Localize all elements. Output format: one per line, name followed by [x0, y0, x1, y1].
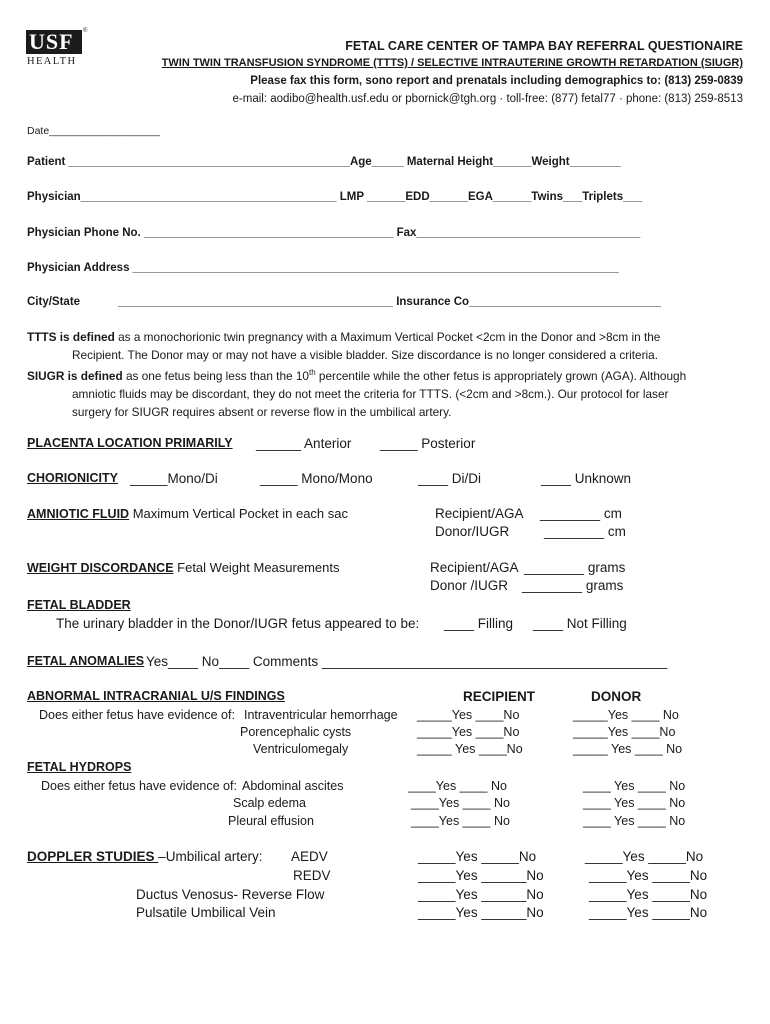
siugr-text-3: surgery for SIUGR requires absent or reverse flow in the umbilical artery. [72, 404, 452, 419]
chorionicity-label: CHORIONICITY [27, 471, 118, 485]
doppler-item: Ductus Venosus- Reverse Flow [136, 887, 325, 902]
doppler-item: REDV [293, 868, 331, 883]
fetal-anomalies-fields[interactable]: Yes____ No____ Comments ______________________________________________ [146, 654, 668, 669]
amniotic-recipient-field[interactable]: ________ cm [540, 506, 622, 521]
chorionicity-unknown-option[interactable]: ____ Unknown [541, 471, 632, 486]
recipient-column-header: RECIPIENT [463, 689, 536, 704]
hydrops-donor-answer[interactable]: ____ Yes ____ No [583, 814, 686, 828]
intracranial-donor-answer[interactable]: _____Yes ____No [573, 725, 676, 739]
intracranial-label: ABNORMAL INTRACRANIAL U/S FINDINGS [27, 689, 285, 703]
fetal-hydrops-label: FETAL HYDROPS [27, 760, 132, 774]
patient-field-row[interactable]: Patient ____________________________________________Age_____ Maternal Height______Weight________ [27, 156, 621, 168]
chorionicity-mono-di-option[interactable]: _____Mono/Di [130, 471, 218, 486]
chorionicity-mono-mono-option[interactable]: _____ Mono/Mono [260, 471, 373, 486]
city-state-insurance-row[interactable]: ___________________________________________ Insurance Co______________________________ [118, 296, 661, 308]
weight-recipient-field[interactable]: ________ grams [524, 560, 626, 575]
doppler-heading [27, 849, 263, 864]
intracranial-item: Ventriculomegaly [253, 742, 349, 756]
physician-phone-field-row[interactable]: Physician Phone No. _______________________________________ Fax___________________________________ [27, 227, 641, 239]
date-field[interactable]: Date___________________ [27, 125, 161, 137]
bladder-filling-option[interactable]: ____ Filling [444, 616, 514, 631]
doppler-recipient-answer[interactable]: _____Yes _____No [418, 849, 537, 864]
ttts-text-2: Recipient. The Donor may or may not have a visible bladder. Size discordance is no longer considered a criteria. [72, 348, 659, 362]
doppler-recipient-answer[interactable]: _____Yes ______No [418, 905, 544, 920]
intracranial-item: Intraventricular hemorrhage [244, 708, 398, 722]
amniotic-fluid-desc: Maximum Vertical Pocket in each sac [129, 506, 348, 521]
intracranial-question: Does either fetus have evidence of: [39, 708, 235, 722]
fetal-bladder-label: FETAL BLADDER [27, 598, 131, 612]
hydrops-question: Does either fetus have evidence of: [41, 779, 237, 793]
hydrops-item: Pleural effusion [228, 814, 314, 828]
hydrops-recipient-answer[interactable]: ____Yes ____ No [408, 779, 507, 793]
doppler-label: DOPPLER STUDIES [27, 849, 159, 864]
hydrops-recipient-answer[interactable]: ____Yes ____ No [411, 814, 510, 828]
doppler-item: Pulsatile Umbilical Vein [136, 905, 276, 920]
weight-discordance-desc: Fetal Weight Measurements [173, 560, 340, 575]
fetal-bladder-question: The urinary bladder in the Donor/IUGR fetus appeared to be: [56, 616, 420, 631]
logo-subbrand: HEALTH [27, 56, 77, 67]
weight-discordance-label: WEIGHT DISCORDANCE [27, 561, 174, 575]
doppler-umbilical-label: –Umbilical artery: [158, 849, 263, 864]
intracranial-item: Porencephalic cysts [240, 725, 352, 739]
intracranial-recipient-answer[interactable]: _____Yes ____No [417, 708, 520, 722]
definitions-block [27, 328, 747, 421]
amniotic-fluid-heading [27, 506, 348, 521]
logo-trademark: ® [83, 28, 88, 34]
siugr-text-1b: percentile while the other fetus is appropriately grown (AGA). Although [315, 368, 687, 383]
doppler-donor-answer[interactable]: _____Yes _____No [589, 905, 708, 920]
intracranial-recipient-answer[interactable]: _____Yes ____No [417, 725, 520, 739]
doppler-donor-answer[interactable]: _____Yes _____No [589, 868, 708, 883]
donor-column-header: DONOR [591, 689, 642, 704]
amniotic-donor-label: Donor/IUGR [435, 524, 510, 539]
doppler-item: AEDV [291, 849, 328, 864]
amniotic-fluid-label: AMNIOTIC FLUID [27, 507, 130, 521]
ttts-text-1: as a monochorionic twin pregnancy with a Maximum Vertical Pocket <2cm in the Donor and >8cm in the [114, 330, 661, 344]
intracranial-donor-answer[interactable]: _____ Yes ____ No [573, 742, 683, 756]
ttts-term: TTTS is defined [27, 330, 115, 344]
hydrops-recipient-answer[interactable]: ____Yes ____ No [411, 796, 510, 810]
contact-info: e-mail: aodibo@health.usf.edu or pbornick@tgh.org · toll-free: (877) fetal77 · phone: (813) 259-8513 [232, 93, 743, 105]
placenta-anterior-option[interactable]: ______ Anterior [256, 436, 352, 451]
siugr-term: SIUGR is defined [27, 368, 123, 383]
fetal-anomalies-label: FETAL ANOMALIES [27, 654, 145, 668]
chorionicity-di-di-option[interactable]: ____ Di/Di [418, 471, 482, 486]
hydrops-item: Abdominal ascites [242, 779, 344, 793]
siugr-sup: th [308, 368, 316, 377]
form-title: FETAL CARE CENTER OF TAMPA BAY REFERRAL QUESTIONAIRE [345, 39, 743, 53]
physician-address-field[interactable]: Physician Address ____________________________________________________________________________ [27, 262, 619, 274]
placenta-posterior-option[interactable]: _____ Posterior [380, 436, 476, 451]
fax-instructions: Please fax this form, sono report and prenatals including demographics to: (813) 259-0839 [250, 75, 743, 87]
doppler-recipient-answer[interactable]: _____Yes ______No [418, 887, 544, 902]
weight-donor-field[interactable]: ________ grams [522, 578, 624, 593]
usf-health-logo [26, 28, 88, 68]
physician-field-row[interactable]: Physician________________________________________ LMP ______EDD______EGA______Twins___Triplets___ [27, 191, 643, 203]
siugr-text-2: amniotic fluids may be discordant, they do not meet the criteria for TTTS. (<2cm and >8cm.). Our protocol for laser [72, 386, 669, 401]
form-subtitle: TWIN TWIN TRANSFUSION SYNDROME (TTTS) / SELECTIVE INTRAUTERINE GROWTH RETARDATION (SIUGR) [161, 57, 743, 69]
city-state-label: City/State [27, 296, 81, 308]
logo-brand: USF [26, 30, 82, 54]
amniotic-recipient-label: Recipient/AGA [435, 506, 524, 521]
doppler-donor-answer[interactable]: _____Yes _____No [589, 887, 708, 902]
bladder-not-filling-option[interactable]: ____ Not Filling [533, 616, 627, 631]
siugr-text-1a: as one fetus being less than the 10 [122, 368, 309, 383]
intracranial-donor-answer[interactable]: _____Yes ____ No [573, 708, 679, 722]
amniotic-donor-field[interactable]: ________ cm [544, 524, 626, 539]
intracranial-recipient-answer[interactable]: _____ Yes ____No [417, 742, 523, 756]
weight-discordance-heading [27, 560, 339, 575]
weight-recipient-label: Recipient/AGA [430, 560, 519, 575]
hydrops-item: Scalp edema [233, 796, 306, 810]
doppler-donor-answer[interactable]: _____Yes _____No [585, 849, 704, 864]
hydrops-donor-answer[interactable]: ____ Yes ____ No [583, 796, 686, 810]
weight-donor-label: Donor /IUGR [430, 578, 509, 593]
hydrops-donor-answer[interactable]: ____ Yes ____ No [583, 779, 686, 793]
placenta-label: PLACENTA LOCATION PRIMARILY [27, 436, 233, 450]
doppler-recipient-answer[interactable]: _____Yes ______No [418, 868, 544, 883]
